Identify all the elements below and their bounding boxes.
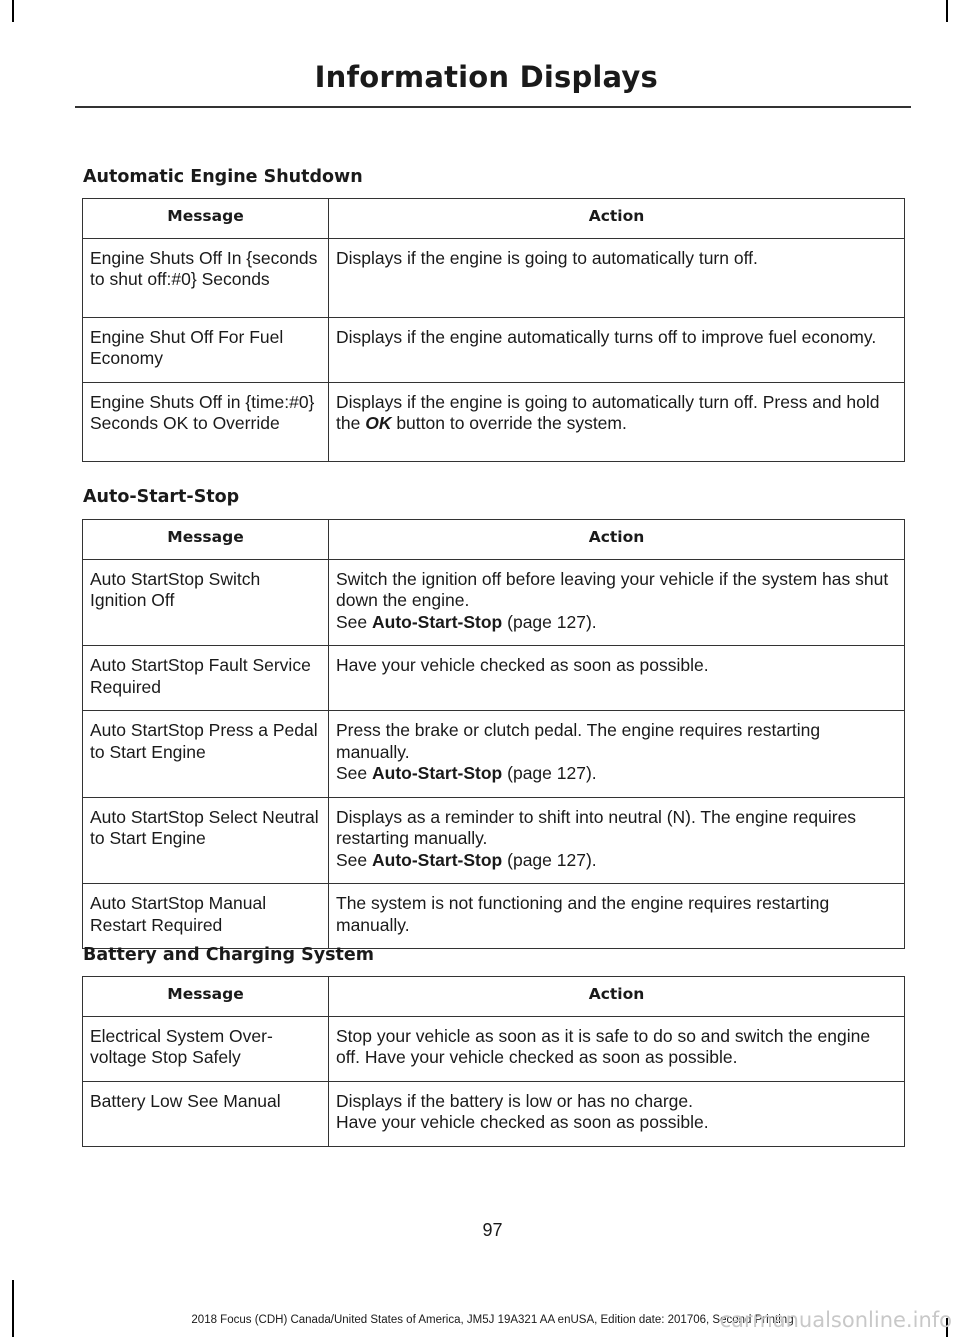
action-cell (329, 382, 905, 461)
table-row (83, 711, 905, 798)
crop-mark-bottom-left (12, 1280, 14, 1337)
message-cell: Electrical System Over-voltage Stop Safely (83, 1016, 329, 1081)
header-divider (75, 106, 911, 108)
action-cell: The system is not functioning and the engine requires restarting manually. (329, 884, 905, 949)
table-row (83, 238, 905, 317)
auto-start-stop-link[interactable]: Auto-Start-Stop (372, 763, 503, 783)
cross-reference (336, 612, 897, 634)
column-header-message: Message (83, 199, 329, 239)
table-row (83, 797, 905, 884)
automatic-engine-shutdown-table (82, 198, 905, 462)
section-title-battery-and-charging-system: Battery and Charging System (83, 945, 375, 965)
section-title-automatic-engine-shutdown: Automatic Engine Shutdown (83, 167, 363, 187)
auto-start-stop-link[interactable]: Auto-Start-Stop (372, 849, 503, 870)
action-text: Switch the ignition off before leaving your vehicle if the system has shut down the engine. (336, 568, 889, 610)
crop-mark-top-right (946, 0, 948, 22)
page-reference: (page 127). (502, 611, 597, 632)
action-cell (329, 711, 905, 798)
action-text: Have your vehicle checked as soon as possible. (336, 1112, 709, 1132)
page-reference: (page 127). (502, 849, 597, 870)
column-header-action: Action (329, 199, 905, 239)
table-header-row (83, 520, 905, 560)
table-header-row (83, 977, 905, 1017)
page-number: 97 (482, 1220, 503, 1240)
table-row (83, 646, 905, 711)
column-header-message: Message (83, 977, 329, 1017)
action-cell (329, 1081, 905, 1146)
watermark: carmanualsonline.info (719, 1308, 952, 1332)
message-cell: Auto StartStop Manual Restart Required (83, 884, 329, 949)
message-cell: Engine Shut Off For Fuel Economy (83, 317, 329, 382)
action-cell: Displays if the engine automatically turns off to improve fuel economy. (329, 317, 905, 382)
message-cell: Engine Shuts Off in {time:#0} Seconds OK to Override (83, 382, 329, 461)
page-header-title: Information Displays (314, 60, 658, 94)
action-cell: Stop your vehicle as soon as it is safe to do so and switch the engine off. Have your vehicle checked as soon as possible. (329, 1016, 905, 1081)
column-header-message: Message (83, 520, 329, 560)
see-label: See (336, 849, 372, 870)
table-row (83, 559, 905, 646)
action-cell: Displays if the engine is going to automatically turn off. (329, 238, 905, 317)
cross-reference (336, 763, 897, 785)
message-cell: Auto StartStop Fault Service Required (83, 646, 329, 711)
message-cell: Auto StartStop Press a Pedal to Start Engine (83, 711, 329, 798)
message-cell: Auto StartStop Select Neutral to Start Engine (83, 797, 329, 884)
column-header-action: Action (329, 520, 905, 560)
table-header-row (83, 199, 905, 239)
table-row (83, 884, 905, 949)
ok-button-label: OK (365, 413, 392, 433)
page-reference: (page 127). (502, 763, 597, 783)
action-cell (329, 559, 905, 646)
action-text: button to override the system. (391, 413, 627, 433)
see-label: See (336, 611, 372, 632)
cross-reference (336, 850, 897, 872)
table-row (83, 317, 905, 382)
footer-edition-info: 2018 Focus (CDH) Canada/United States of America, JM5J 19A321 AA enUSA, Edition date: 201706, Second Printing (191, 1314, 794, 1326)
column-header-action: Action (329, 977, 905, 1017)
auto-start-stop-link[interactable]: Auto-Start-Stop (372, 611, 503, 632)
section-title-auto-start-stop: Auto-Start-Stop (83, 487, 240, 507)
message-cell: Engine Shuts Off In {seconds to shut off:#0} Seconds (83, 238, 329, 317)
action-cell: Have your vehicle checked as soon as possible. (329, 646, 905, 711)
action-text: Displays if the engine is going to automatically turn off. Press and hold the (336, 391, 880, 433)
table-row (83, 382, 905, 461)
table-row (83, 1016, 905, 1081)
auto-start-stop-table (82, 519, 905, 949)
table-row (83, 1081, 905, 1146)
action-cell (329, 797, 905, 884)
action-text: Displays as a reminder to shift into neutral (N). The engine requires restarting manually. (336, 806, 857, 848)
crop-mark-top-left (12, 0, 14, 22)
action-text: Displays if the battery is low or has no charge. (336, 1090, 693, 1111)
message-cell: Battery Low See Manual (83, 1081, 329, 1146)
see-label: See (336, 763, 372, 783)
action-text: Press the brake or clutch pedal. The engine requires restarting manually. (336, 720, 821, 762)
message-cell: Auto StartStop Switch Ignition Off (83, 559, 329, 646)
battery-and-charging-table (82, 976, 905, 1147)
